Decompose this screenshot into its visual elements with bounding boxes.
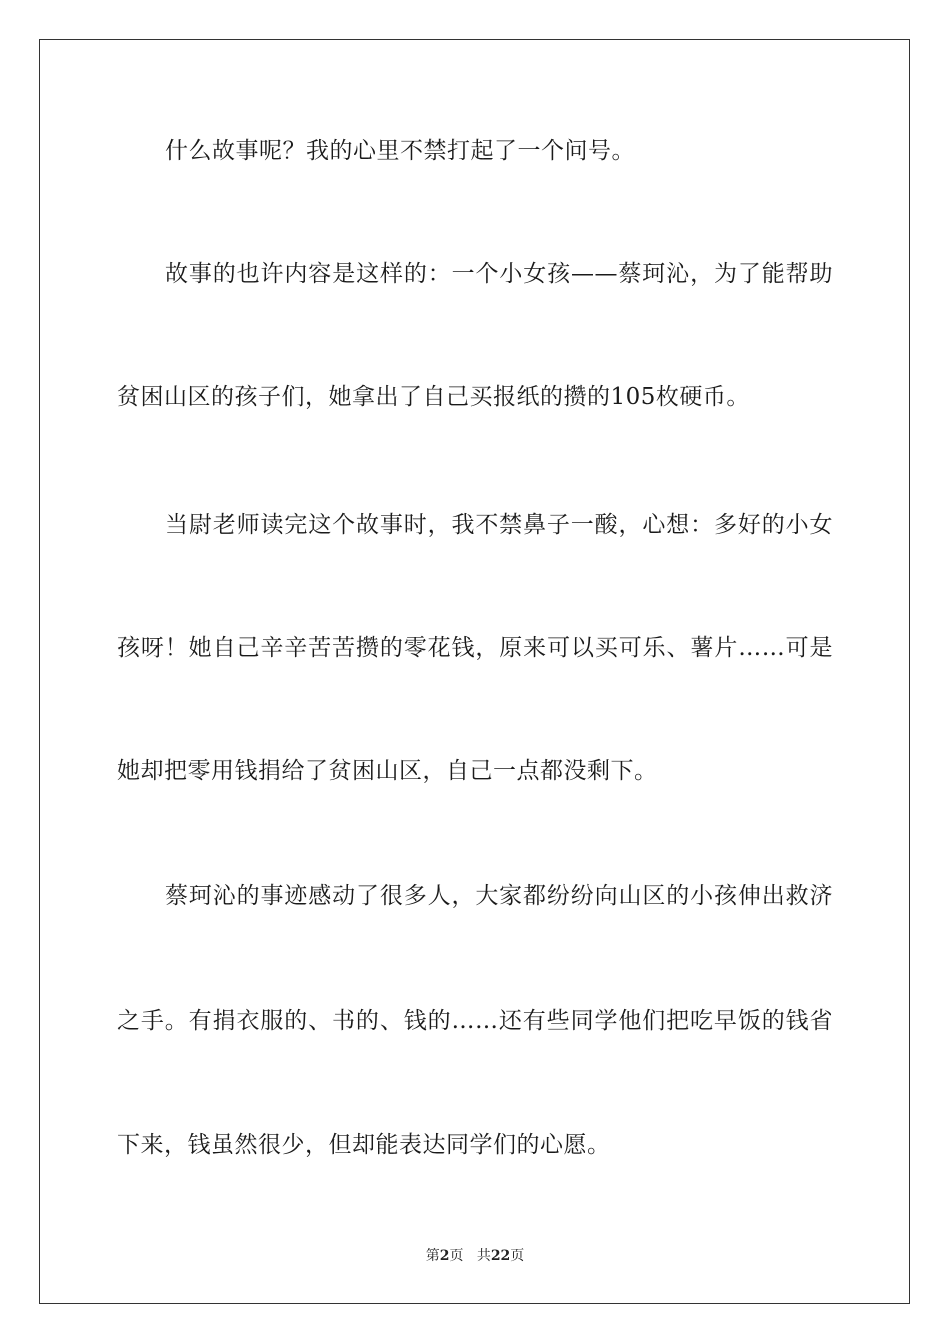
total-prefix: 共 [476,1248,491,1264]
paragraph-line: 蔡珂沁的事迹感动了很多人，大家都纷纷向山区的小孩伸出救济 [165,883,833,909]
paragraph-line: 下来，钱虽然很少，但却能表达同学们的心愿。 [117,1132,611,1158]
page-suffix: 页 [449,1248,464,1264]
paragraph-line: 故事的也许内容是这样的：一个小女孩——蔡珂沁，为了能帮助 [165,261,833,287]
page-border [39,39,910,1304]
page-prefix: 第 [425,1248,440,1264]
page-footer [0,1247,950,1265]
paragraph-line: 之手。有捐衣服的、书的、钱的……还有些同学他们把吃早饭的钱省 [117,1008,833,1034]
total-pages: 22 [490,1248,511,1264]
paragraph-line: 贫困山区的孩子们，她拿出了自己买报纸的攒的105枚硬币。 [117,384,750,410]
paragraph-line: 当尉老师读完这个故事时，我不禁鼻子一酸，心想：多好的小女 [165,512,833,538]
paragraph-line: 什么故事呢？我的心里不禁打起了一个问号。 [165,138,635,164]
paragraph-line: 孩呀！她自己辛辛苦苦攒的零花钱，原来可以买可乐、薯片……可是 [117,635,833,661]
paragraph-line: 她却把零用钱捐给了贫困山区，自己一点都没剩下。 [117,758,658,784]
page-number: 2 [439,1248,450,1264]
total-suffix: 页 [510,1248,525,1264]
